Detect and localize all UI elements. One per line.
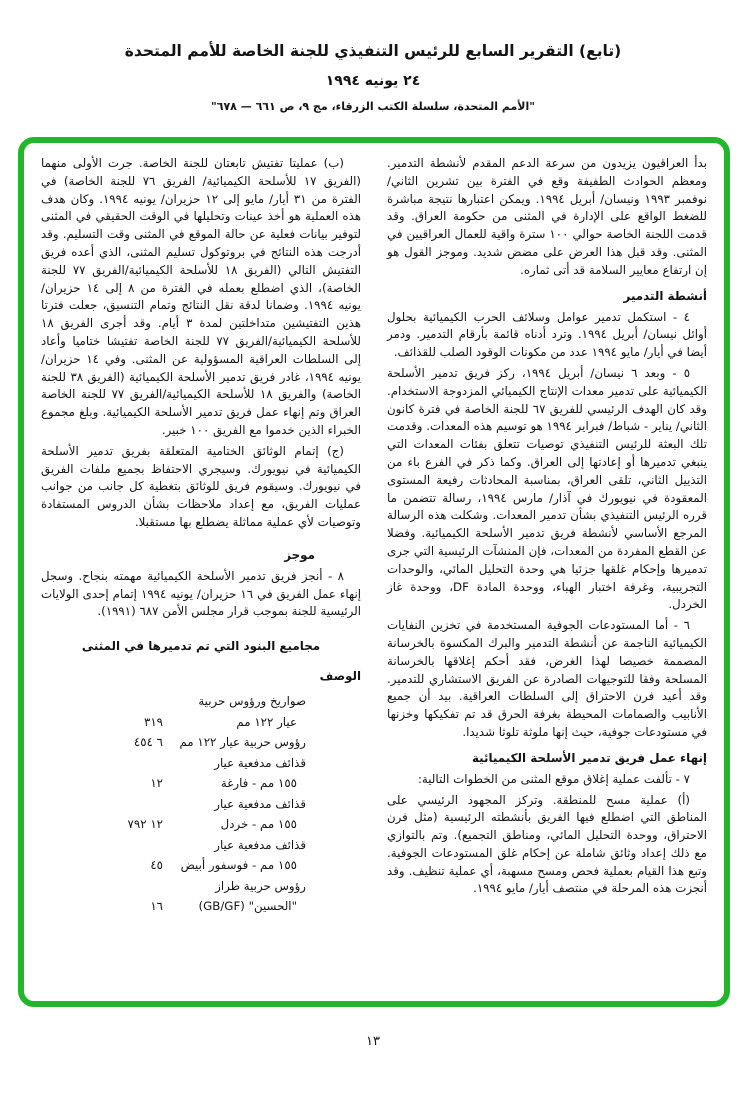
item-description: ١٥٥ مم - خردل	[220, 817, 297, 832]
table-row	[41, 876, 361, 897]
item-count: ٤٥	[150, 858, 163, 873]
content-border-frame	[18, 137, 730, 1007]
column-right	[387, 155, 707, 1001]
item-count: ١٦	[150, 899, 163, 914]
paragraph-b: (ب) عمليتا تفتيش تابعتان للجنة الخاصة. جرت الأولى منهما (الفريق ١٧ للأسلحة الكيميائية/ الفريق ٧٦ للجنة الخاصة) في الفترة من ٣١ أيار/ مايو إلى ١٢ حزيران/ يونيه ١٩٩٤. وكان هدف هذه العملية هو أخذ عينات وتحليلها في الوقت الحقيقي في المثنى لتوفير بيانات فعلية عن حالة الموقع في المثنى وقت التسليم. وقد أدرجت هذه النتائج في بروتوكول تسليم المثنى، الذي أعده فريق التفتيش التالي (الفريق ١٨ للأسلحة الكيميائية/الفريق ٧٧ للجنة الخاصة)، الذي اضطلع بعمله في الفترة من ٨ إلى ١٤ حزيران/ يونيه ١٩٩٤. وضمانا لدقة نقل النتائج وتمام التنسيق، جعلت فترتا هذين التفتيشين متداخلتين لمدة ٣ أيام. وقد أجرى الفريق ١٨ للأسلحة الكيميائية/الفريق ٧٧ للجنة الخاصة تفتيشا ختاميا وأعاد إلى السلطات العراقية المسؤولية عن المثنى. وفي ١٤ حزيران/ يونيه ١٩٩٤، غادر فريق تدمير الأسلحة الكيميائية (الفريق ٣٨ للجنة الخاصة) والفريق ١٨ للأسلحة الكيميائية/الفريق ٧٧ للجنة الخاصة العراق وتم إنهاء عمل فريق تدمير الأسلحة الكيميائية. وبلغ مجموع الخبراء الذين خدموا مع الفريق ١٠٠ خبير.	[41, 156, 362, 437]
table-row	[41, 835, 361, 856]
report-source-citation: "الأمم المتحدة، سلسلة الكتب الزرقاء، مج ٩، ص ٦٦١ — ٦٧٨"	[211, 100, 535, 113]
table-row	[41, 814, 361, 835]
report-title: (تابع) التقرير السابع للرئيس التنفيذي للجنة الخاصة للأمم المتحدة	[124, 42, 622, 60]
table-row	[41, 753, 361, 774]
item-description: قذائف مدفعية عيار	[214, 755, 306, 770]
item-description: رؤوس حربية عيار ١٢٢ مم	[179, 735, 306, 750]
item-description: ١٥٥ مم - فارغة	[220, 776, 297, 791]
table-row	[41, 855, 361, 876]
item-description: رؤوس حربية طراز	[215, 878, 306, 893]
paragraph-intro: بدأ العراقيون يزيدون من سرعة الدعم المقدم لأنشطة التدمير. ومعظم الحوادث الطفيفة وقع في الفترة بين تشرين الثاني/ نوفمبر ١٩٩٣ ونيسان/ أبريل ١٩٩٤. ويمكن اعتبارها نتيجة مباشرة للضغط الواقع على الإدارة في المثنى من حكومة العراق. وقد قدمت اللجنة الخاصة حوالي ١٠٠ سترة واقية للعمال العراقيين في المثنى. وقد قبل هذا العرض على مضض شديد. وموجز القول هو إن ارتفاع معايير السلامة قد أتى ثماره.	[387, 156, 708, 277]
item-description: صواريخ ورؤوس حربية	[198, 694, 306, 709]
table-title: مجاميع البنود التي تم تدميرها في المثنى	[81, 639, 321, 654]
item-count	[41, 753, 163, 774]
item-description: قذائف مدفعية عيار	[214, 796, 306, 811]
paragraph-7: ٧ - تألفت عملية إغلاق موقع المثنى من الخطوات التالية:	[417, 771, 690, 786]
section-heading-team-termination: إنهاء عمل فريق تدمير الأسلحة الكيميائية	[471, 750, 707, 765]
two-column-layout	[24, 143, 724, 1001]
table-column-header: الوصف	[319, 669, 361, 684]
table-row	[41, 794, 361, 815]
item-description: ١٥٥ مم - فوسفور أبيض	[180, 858, 297, 873]
section-heading-destruction-activities: أنشطة التدمير	[623, 288, 707, 303]
paragraph-c: (ج) إتمام الوثائق الختامية المتعلقة بفريق تدمير الأسلحة الكيميائية في نيويورك. وسيجري الاحتفاظ بجميع ملفات الفريق في نيويورك. وسيقوم فريق للوثائق بتغطية كل جانب من جوانب عمليات الفريق، مع إعداد ملاحظات بشأن الدروس المستفادة وتوصيات لأي عملية مماثلة يضطلع بها مستقبلا.	[41, 443, 361, 529]
item-count: ٣١٩	[143, 714, 163, 729]
paragraph-5: ٥ - وبعد ٦ نيسان/ أبريل ١٩٩٤، ركز فريق تدمير الأسلحة الكيميائية على تدمير معدات الإنتاج الكيميائي المزدوجة الاستخدام. وقد كان الهدف الرئيسي للفريق ٦٧ للجنة الخاصة في فترة كانون الثاني/ يناير - شباط/ فبراير ١٩٩٤ هو توسيم هذه المعدات. وقدمت تلك البعثة للرئيس التنفيذي توصيات تتعلق بفئات المعدات التي ينبغي تدميرها أو إعادتها إلى العراق. وكما ذكر في الفرع باء من التذييل الثاني، تلقى العراق، بمناسبة المحادثات رفيعة المستوى المعقودة في نيويورك في آذار/ مارس ١٩٩٤، رسالة تتضمن ما قرره الرئيس التنفيذي بشأن تدمير المعدات. وشكلت هذه الرسالة المرجع الأساسي لأنشطة فريق تدمير الأسلحة الكيميائية. وفضلا عن القطع المفردة من المعدات، فإن المنشآت الرئيسية التي جرى تدميرها وإحكام غلقها جزئيا هي وحدة التحليل المائي، والوحدات التجريبية، وغرفة اختبار الهباء، ووحدة المادة DF، ووحدة غاز الخردل.	[387, 365, 707, 612]
item-description: قذائف مدفعية عيار	[214, 837, 306, 852]
item-count	[41, 835, 163, 856]
item-count: ١٢	[150, 776, 163, 791]
item-count	[41, 794, 163, 815]
item-count: ١٢ ٧٩٢	[127, 817, 163, 832]
item-count	[41, 691, 163, 712]
paragraph-4: ٤ - استكمل تدمير عوامل وسلائف الحرب الكيميائية بحلول أوائل نيسان/ أبريل ١٩٩٤. وترد أدناه قائمة بأرقام التدمير. ودمر أيضا في أيار/ مايو ١٩٩٤ عدد من مكونات الوقود الصلب للقذائف.	[387, 309, 707, 360]
section-heading-summary: موجز	[284, 547, 315, 562]
paragraph-7a: (أ) عملية مسح للمنطقة. وتركز المجهود الرئيسي على المناطق التي اضطلع فيها الفريق بأنشطته الرئيسية (مثل فرن الاحتراق، ووحدة التحليل المائي، ومناطق التجميع). وتم بالتوازي مع ذلك إعداد وثائق شاملة عن إحكام غلق المستودعات الجوفية. وتبع هذا القيام بعملية فحص ومسح مسهبة، أي عملية تنظيف. وقد أنجزت هذه المرحلة في منتصف أيار/ مايو ١٩٩٤.	[387, 792, 707, 896]
paragraph-6: ٦ - أما المستودعات الجوفية المستخدمة في تخزين النفايات الكيميائية الناجمة عن أنشطة التدمير والبرك المكسوة بالخرسانة المصممة خصيصا لهذا الغرض، فقد أحكم إغلاقها بالخرسانة المسلحة وفقا للتوجيهات الصادرة عن الفريق الاستشاري للتدمير. وقد أعيد فرن الاحتراق إلى السلطات العراقية. بيد أن جميع الأنابيب والصمامات المحيطة بغرفة الحرق قد تم تفكيكها وخزنها في مستودعات جوفية، حيث إنها ملوثة تلوثا شديدا.	[387, 618, 707, 739]
item-count: ٦ ٤٥٤	[133, 735, 163, 750]
column-left	[41, 155, 361, 1001]
destroyed-items-table	[41, 669, 361, 917]
page-number: ١٣	[366, 1034, 380, 1049]
table-row	[41, 732, 361, 753]
document-header	[0, 0, 746, 113]
table-row	[41, 896, 361, 917]
table-row	[41, 773, 361, 794]
table-row	[41, 712, 361, 733]
item-description: عيار ١٢٢ مم	[236, 714, 297, 729]
table-row	[41, 691, 361, 712]
paragraph-8: ٨ - أنجز فريق تدمير الأسلحة الكيميائية مهمته بنجاح. وسجل إنهاء عمل الفريق في ١٦ حزيران/ يونيه ١٩٩٤ إتمام إحدى الولايات الرئيسية للجنة بموجب قرار مجلس الأمن ٦٨٧ (١٩٩١).	[41, 568, 362, 619]
item-description: "الحسين" (GB/GF)	[198, 899, 297, 914]
item-count	[41, 876, 163, 897]
report-date: ٢٤ يونيه ١٩٩٤	[325, 73, 421, 89]
